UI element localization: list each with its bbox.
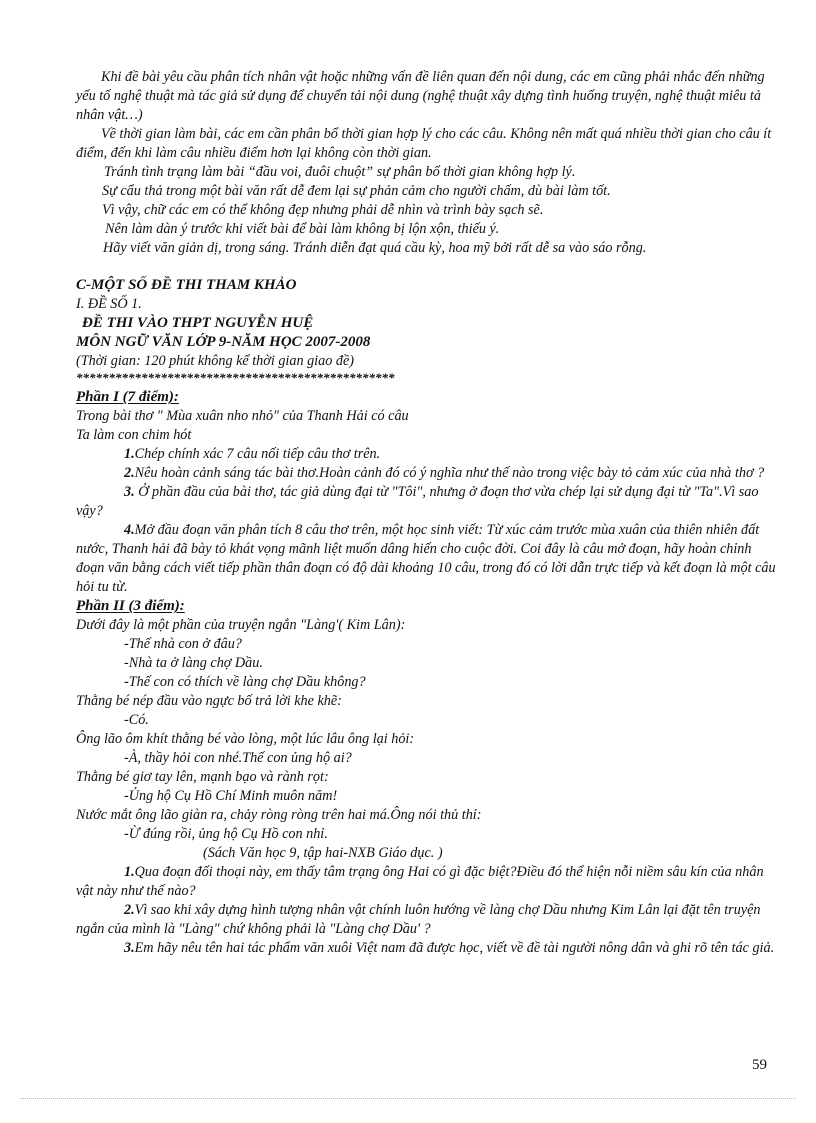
- question-text: Mở đầu đoạn văn phân tích 8 câu thơ trên, một học sinh viết: Từ xúc cảm trước mùa xuân của thiên nhiên đất nước, Thanh hải đã bày tỏ khát vọng mãnh liệt muốn dâng hiến cho cuộc đời. Coi đây là câu mở đoạn, hãy hoàn chỉnh đoạn văn bằng cách viết tiếp phần thân đoạn có độ dài khoảng 10 câu, trong đó có lời dẫn trực tiếp và kết đoạn là một câu hỏi tu từ.: [76, 522, 776, 595]
- exam-subject: MÔN NGỮ VĂN LỚP 9-NĂM HỌC 2007-2008: [76, 334, 371, 350]
- part1-poem-line: Ta làm con chim hót: [76, 427, 192, 443]
- part2-question-3: [76, 939, 776, 958]
- question-text: Em hãy nêu tên hai tác phẩm văn xuôi Việt nam đã được học, viết về đề tài người nông dân và ghi rõ tên tác giả.: [134, 940, 775, 956]
- section-title: C-MỘT SỐ ĐỀ THI THAM KHẢO: [76, 277, 297, 293]
- exam-time-note: (Thời gian: 120 phút không kể thời gian giao đề): [76, 353, 354, 369]
- star-divider: *************************************************: [76, 370, 395, 385]
- part1-question-2: [76, 464, 776, 483]
- exam-number: I. ĐỀ SỐ 1.: [76, 296, 142, 312]
- page-content: [76, 68, 776, 958]
- narration-line: Ông lão ôm khít thằng bé vào lòng, một lúc lâu ông lại hỏi:: [76, 731, 415, 747]
- question-number: 4.: [124, 522, 135, 538]
- intro-paragraph-7: Hãy viết văn giản dị, trong sáng. Tránh diễn đạt quá cầu kỳ, hoa mỹ bởi rất dễ sa vào sáo rỗng.: [103, 240, 647, 256]
- excerpt-source: (Sách Văn học 9, tập hai-NXB Giáo dục. ): [203, 845, 443, 861]
- question-number: 3.: [124, 484, 135, 500]
- intro-paragraph-2: Về thời gian làm bài, các em cần phân bổ thời gian hợp lý cho các câu. Không nên mất quá nhiều thời gian cho câu ít điểm, đến khi làm câu nhiều điểm hơn lại không còn thời gian.: [76, 126, 772, 161]
- part1-question-1: [76, 445, 776, 464]
- dialogue-line: -Ừ đúng rồi, ủng hộ Cụ Hồ con nhỉ.: [124, 826, 328, 842]
- question-text: Ở phần đầu của bài thơ, tác giả dùng đại từ "Tôi", nhưng ở đoạn thơ vừa chép lại sử dụng đại từ "Ta".Vì sao vậy?: [76, 484, 759, 519]
- question-text: Chép chính xác 7 câu nối tiếp câu thơ trên.: [134, 446, 381, 462]
- part2-intro: Dưới đây là một phần của truyện ngắn "Làng'( Kim Lân):: [76, 617, 406, 633]
- question-number: 2.: [124, 465, 135, 481]
- question-text: Qua đoạn đối thoại này, em thấy tâm trạng ông Hai có gì đặc biệt?Điều đó thể hiện nỗi niềm sâu kín của nhân vật này như thế nào?: [76, 864, 764, 899]
- part2-question-1: [76, 863, 776, 901]
- part2-question-2: [76, 901, 776, 939]
- dialogue-line: -Thế nhà con ở đâu?: [124, 636, 242, 652]
- question-number: 3.: [124, 940, 135, 956]
- question-number: 1.: [124, 446, 135, 462]
- part1-question-4: [76, 521, 776, 597]
- part1-question-3: [76, 483, 776, 521]
- intro-paragraph-1: Khi đề bài yêu cầu phân tích nhân vật hoặc những vấn đề liên quan đến nội dung, các em cũng phải nhắc đến những yếu tố nghệ thuật mà tác giả sử dụng để chuyển tải nội dung (nghệ thuật xây dựng tình huống truyện, nghệ thuật miêu tả nhân vật…): [76, 69, 765, 123]
- question-number: 1.: [124, 864, 135, 880]
- page-number: 59: [752, 1057, 767, 1073]
- exam-title: ĐỀ THI VÀO THPT NGUYỄN HUỆ: [82, 315, 314, 331]
- footer-divider: [20, 1098, 796, 1099]
- intro-paragraph-4: Sự cẩu thả trong một bài văn rất dễ đem lại sự phản cảm cho người chấm, dù bài làm tốt.: [102, 183, 611, 199]
- narration-line: Thằng bé nép đầu vào ngực bố trả lời khe khẽ:: [76, 693, 342, 709]
- dialogue-line: -Có.: [124, 712, 149, 728]
- narration-line: Nước mắt ông lão giàn ra, chảy ròng ròng trên hai má.Ông nói thủ thỉ:: [76, 807, 482, 823]
- dialogue-line: -Ủng hộ Cụ Hồ Chí Minh muôn năm!: [124, 788, 338, 804]
- intro-paragraph-6: Nên làm dàn ý trước khi viết bài để bài làm không bị lộn xộn, thiếu ý.: [105, 221, 500, 237]
- question-text: Nêu hoàn cảnh sáng tác bài thơ.Hoàn cảnh đó có ý nghĩa như thế nào trong việc bày tỏ cảm xúc của nhà thơ ?: [134, 465, 765, 481]
- question-number: 2.: [124, 902, 135, 918]
- intro-paragraph-5: Vì vậy, chữ các em có thể không đẹp nhưng phải dễ nhìn và trình bày sạch sẽ.: [102, 202, 544, 218]
- dialogue-line: -Thế con có thích về làng chợ Dầu không?: [124, 674, 366, 690]
- dialogue-line: -Nhà ta ở làng chợ Dầu.: [124, 655, 263, 671]
- section-spacer: [76, 258, 776, 276]
- part1-intro: Trong bài thơ " Mùa xuân nho nhỏ" của Thanh Hải có câu: [76, 408, 409, 424]
- part1-heading: Phần I (7 điểm):: [76, 389, 179, 405]
- intro-paragraph-3: Tránh tình trạng làm bài “đầu voi, đuôi chuột” sự phân bổ thời gian không hợp lý.: [104, 164, 576, 180]
- narration-line: Thằng bé giơ tay lên, mạnh bạo và rành rọt:: [76, 769, 329, 785]
- question-text: Vì sao khi xây dựng hình tượng nhân vật chính luôn hướng về làng chợ Dầu nhưng Kim Lân lại đặt tên truyện ngắn của mình là "Làng" chứ không phải là "Làng chợ Dầu' ?: [76, 902, 761, 937]
- part2-heading: Phần II (3 điểm):: [76, 598, 185, 614]
- dialogue-line: -À, thầy hỏi con nhé.Thế con ủng hộ ai?: [124, 750, 352, 766]
